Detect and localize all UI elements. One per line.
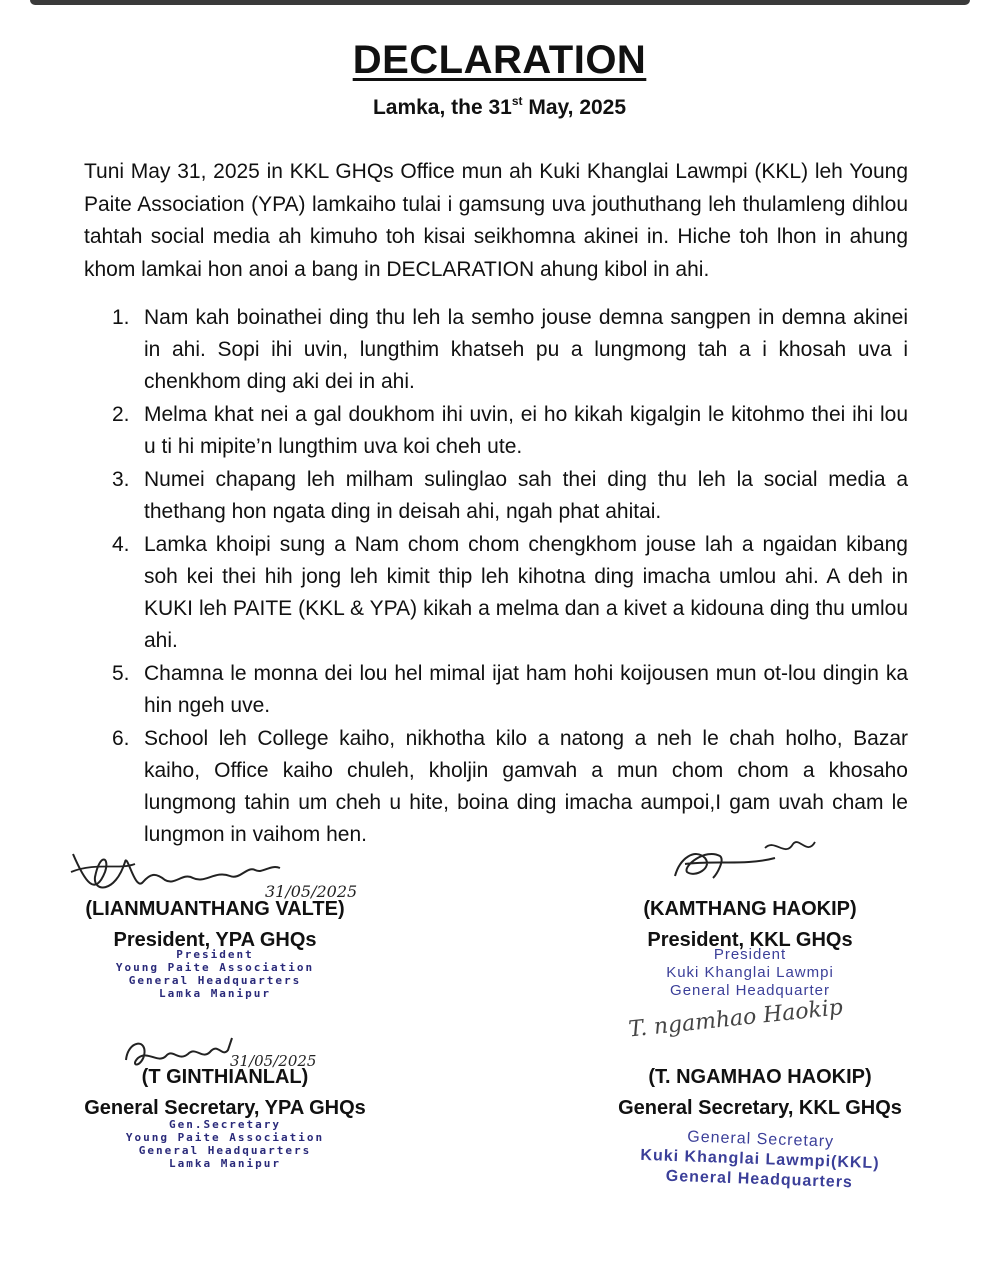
kkl-president-signature (665, 828, 835, 888)
ypa-secretary-name: (T GINTHIANLAL) (141, 1066, 309, 1088)
list-item: 1. Nam kah boinathei ding thu leh la semho jouse demna sangpen in demna akinei in ahi. Sopi ihi uvin, lungthim khatseh pu a lungmong tah a i khosah uva i chenkhom ding aki dei in ahi. (112, 306, 908, 393)
ypa-president-block (60, 898, 370, 1000)
kkl-president-block (590, 898, 910, 1000)
ypa-secretary-block (70, 1066, 380, 1170)
kkl-president-name: (KAMTHANG HAOKIP) (643, 898, 857, 920)
document-title: DECLARATION (352, 38, 647, 82)
list-item: 5. Chamna le monna dei lou hel mimal ijat ham hohi koijousen mun ot-lou dingin ka hin ngeh uve. (112, 662, 908, 717)
ypa-president-stamp: President Young Paite Association General Headquarters Lamka Manipur (115, 948, 315, 1000)
ypa-president-role: President, YPA GHQs (113, 929, 317, 951)
ypa-president-date: 31/05/2025 (265, 882, 358, 901)
kkl-president-stamp: President Kuki Khanglai Lawmpi General Headquarter (666, 946, 834, 999)
list-item: 3. Numei chapang leh milham sulinglao sah thei ding thu leh la social media a thethang hon ngata ding in deisah ahi, ngah phat ahitai. (112, 468, 908, 523)
ypa-secretary-stamp: Gen.Secretary Young Paite Association General Headquarters Lamka Manipur (125, 1118, 325, 1170)
kkl-secretary-stamp: General Secretary Kuki Khanglai Lawmpi(KKL) General Headquarters (640, 1128, 880, 1192)
kkl-secretary-name: (T. NGAMHAO HAOKIP) (648, 1066, 872, 1088)
intro-paragraph: Tuni May 31, 2025 in KKL GHQs Office mun ah Kuki Khanglai Lawmpi (KKL) leh Young Paite Association (YPA) lamkaiho tulai i gamsung uva jouthuthang leh thulamleng dihlou tahtah social media ah kimuho toh kisai seikhomna akinei in. Hiche toh lhon in ahung khom lamkai hon anoi a bang in DECLARATION ahung kibol in ahi. (84, 160, 908, 281)
ypa-secretary-date: 31/05/2025 (230, 1052, 317, 1070)
list-item: 2. Melma khat nei a gal doukhom ihi uvin, ei ho kikah kigalgin le kitohmo thei ihi lou u ti hi mipite’n lungthim uva koi cheh ute. (112, 403, 908, 458)
kkl-secretary-block (600, 1066, 920, 1190)
list-item: 6. School leh College kaiho, nikhotha kilo a natong a neh le chah holho, Bazar kaiho, Office kaiho chuleh, kholjin gamvah a mun chom chom a khosaho lungmong tahin um cheh u hite, boina ding imacha aumpoi,I gam uvah cham le lungmon in vaihom hen. (112, 727, 908, 846)
list-item: 4. Lamka khoipi sung a Nam chom chom chengkhom jouse lah a ngaidan kibang soh kei thei hih jong leh kimit thip leh kihotna ding imacha umlou ahi. A deh in KUKI leh PAITE (KKL & YPA) kikah a melma dan a kivet a kidouna ding thu umlou ahi. (112, 533, 908, 652)
ypa-president-name: (LIANMUANTHANG VALTE) (85, 898, 345, 920)
kkl-president-role: President, KKL GHQs (647, 929, 853, 951)
declaration-points (108, 302, 908, 852)
kkl-secretary-signature: T. ngamhao Haokip (627, 995, 845, 1043)
kkl-secretary-role: General Secretary, KKL GHQs (618, 1097, 902, 1119)
ypa-secretary-role: General Secretary, YPA GHQs (84, 1097, 366, 1119)
top-edge-bar (30, 0, 970, 5)
date-line: Lamka, the 31st May, 2025 (372, 94, 627, 119)
